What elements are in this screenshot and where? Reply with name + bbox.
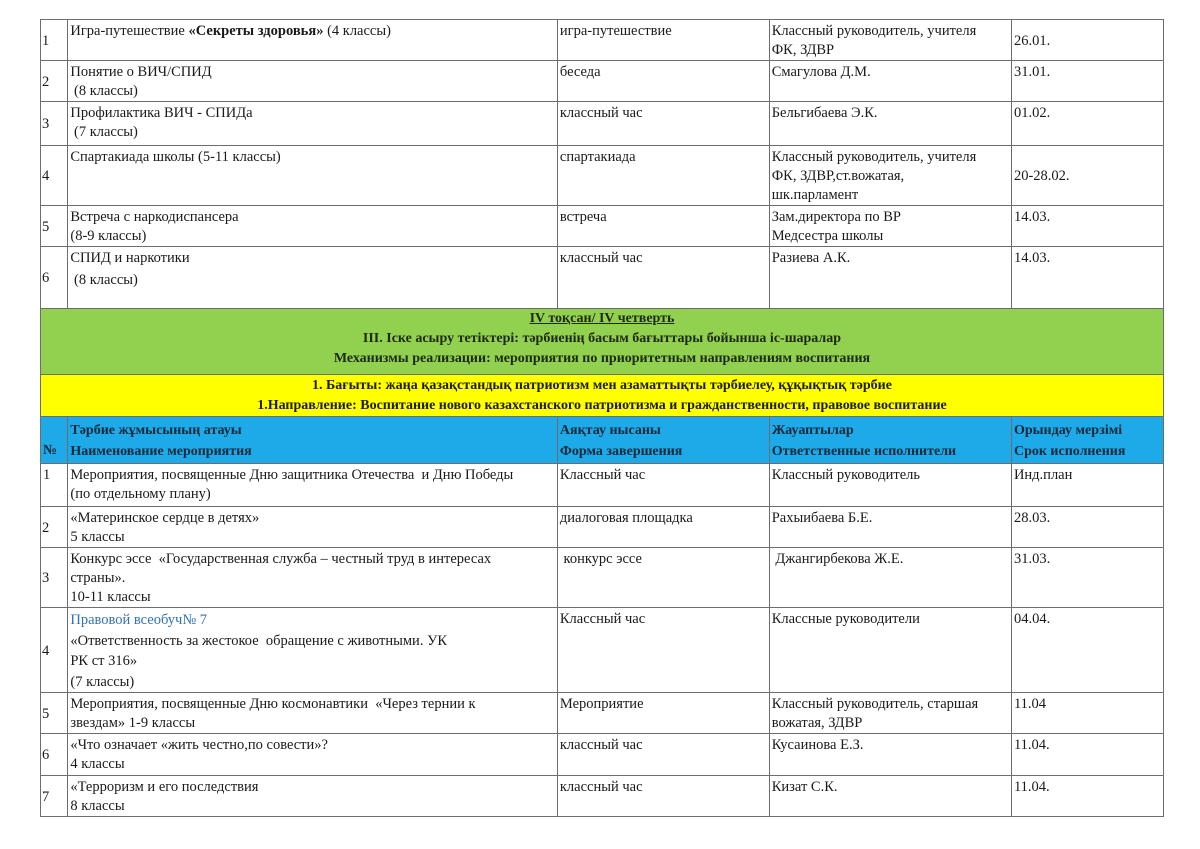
row-number: 6 bbox=[41, 247, 68, 309]
quarter-title: IV тоқсан/ IV четверть bbox=[529, 311, 675, 326]
event-title: Правовой всеобуч№ 7 «Ответственность за жестокое обращение с животными. УК РК ст 316» (7 классы) bbox=[68, 608, 558, 693]
table-row bbox=[41, 206, 1164, 247]
header-form: Аяқтау нысаны Форма завершения bbox=[557, 417, 769, 464]
event-title: Конкурс эссе «Государственная служба – честный труд в интересах страны». 10-11 классы bbox=[68, 548, 558, 608]
legal-education-link[interactable]: Правовой всеобуч№ 7 bbox=[70, 612, 208, 628]
event-title: Мероприятия, посвященные Дню защитника Отечества и Дню Победы (по отдельному плану) bbox=[68, 464, 558, 507]
row-number: 3 bbox=[41, 102, 68, 146]
direction-ru: 1.Направление: Воспитание нового казахстанского патриотизма и гражданственности, правовое воспитание bbox=[257, 398, 947, 413]
responsible: Классный руководитель bbox=[769, 464, 1011, 507]
responsible: Кусаинова Е.З. bbox=[769, 734, 1011, 776]
completion-form: Классный час bbox=[557, 464, 769, 507]
table-row bbox=[41, 464, 1164, 507]
due-date: 20-28.02. bbox=[1011, 146, 1163, 206]
due-date: 14.03. bbox=[1011, 247, 1163, 309]
event-title: «Терроризм и его последствия 8 классы bbox=[68, 776, 558, 817]
due-date: 11.04 bbox=[1011, 693, 1163, 734]
header-date: Орындау мерзімі Срок исполнения bbox=[1011, 417, 1163, 464]
header-title: Тәрбие жұмысының атауы Наименование мероприятия bbox=[68, 417, 558, 464]
row-number: 1 bbox=[41, 464, 68, 507]
event-title: Встреча с наркодиспансера (8-9 классы) bbox=[68, 206, 558, 247]
due-date: 11.04. bbox=[1011, 776, 1163, 817]
due-date: 04.04. bbox=[1011, 608, 1163, 693]
completion-form: игра-путешествие bbox=[557, 20, 769, 61]
mechanism-ru: Механизмы реализации: мероприятия по приоритетным направлениям воспитания bbox=[333, 351, 871, 366]
responsible: Классный руководитель, старшая вожатая, ЗДВР bbox=[769, 693, 1011, 734]
responsible: Кизат С.К. bbox=[769, 776, 1011, 817]
header-number: № bbox=[41, 417, 68, 464]
table-row bbox=[41, 693, 1164, 734]
due-date: 31.01. bbox=[1011, 61, 1163, 102]
table-row bbox=[41, 507, 1164, 548]
direction-kz: 1. Бағыты: жаңа қазақстандық патриотизм мен азаматтықты тәрбиелеу, құқықтық тәрбие bbox=[312, 378, 892, 393]
table-row bbox=[41, 146, 1164, 206]
table-row bbox=[41, 247, 1164, 309]
due-date: Инд.план bbox=[1011, 464, 1163, 507]
row-number: 4 bbox=[41, 608, 68, 693]
table-row bbox=[41, 608, 1164, 693]
row-number: 5 bbox=[41, 693, 68, 734]
table-row bbox=[41, 776, 1164, 817]
row-number: 6 bbox=[41, 734, 68, 776]
due-date: 26.01. bbox=[1011, 20, 1163, 61]
table-row bbox=[41, 734, 1164, 776]
quarter-band-cell bbox=[41, 309, 1164, 375]
quarter-band bbox=[41, 309, 1164, 375]
event-title: «Материнское сердце в детях» 5 классы bbox=[68, 507, 558, 548]
completion-form: классный час bbox=[557, 734, 769, 776]
row-number: 2 bbox=[41, 61, 68, 102]
event-title-bold: «Секреты здоровья» bbox=[188, 23, 324, 39]
direction-band-cell bbox=[41, 375, 1164, 417]
direction-band bbox=[41, 375, 1164, 417]
row-number: 1 bbox=[41, 20, 68, 61]
column-header-row bbox=[41, 417, 1164, 464]
completion-form: конкурс эссе bbox=[557, 548, 769, 608]
responsible: Классный руководитель, учителя ФК, ЗДВР,ст.вожатая, шк.парламент bbox=[769, 146, 1011, 206]
due-date: 14.03. bbox=[1011, 206, 1163, 247]
completion-form: Классный час bbox=[557, 608, 769, 693]
completion-form: классный час bbox=[557, 247, 769, 309]
due-date: 28.03. bbox=[1011, 507, 1163, 548]
header-responsible: Жауаптылар Ответственные исполнители bbox=[769, 417, 1011, 464]
responsible: Смагулова Д.М. bbox=[769, 61, 1011, 102]
completion-form: Мероприятие bbox=[557, 693, 769, 734]
table-row bbox=[41, 548, 1164, 608]
completion-form: встреча bbox=[557, 206, 769, 247]
row-number: 3 bbox=[41, 548, 68, 608]
event-title: Спартакиада школы (5-11 классы) bbox=[68, 146, 558, 206]
event-title: «Что означает «жить честно,по совести»? 4 классы bbox=[68, 734, 558, 776]
table-row bbox=[41, 102, 1164, 146]
table-row bbox=[41, 20, 1164, 61]
due-date: 01.02. bbox=[1011, 102, 1163, 146]
responsible: Классный руководитель, учителя ФК, ЗДВР bbox=[769, 20, 1011, 61]
event-title: Профилактика ВИЧ - СПИДа (7 классы) bbox=[68, 102, 558, 146]
due-date: 31.03. bbox=[1011, 548, 1163, 608]
table-row bbox=[41, 61, 1164, 102]
responsible: Джангирбекова Ж.Е. bbox=[769, 548, 1011, 608]
event-title: СПИД и наркотики (8 классы) bbox=[68, 247, 558, 309]
responsible: Рахыибаева Б.Е. bbox=[769, 507, 1011, 548]
completion-form: классный час bbox=[557, 102, 769, 146]
completion-form: диалоговая площадка bbox=[557, 507, 769, 548]
responsible: Разиева А.К. bbox=[769, 247, 1011, 309]
event-title: Понятие о ВИЧ/СПИД (8 классы) bbox=[68, 61, 558, 102]
row-number: 2 bbox=[41, 507, 68, 548]
responsible: Зам.директора по ВР Медсестра школы bbox=[769, 206, 1011, 247]
mechanism-kz: III. Іске асыру тетіктері: тәрбиенің басым бағыттары бойынша іс-шаралар bbox=[362, 331, 842, 346]
due-date: 11.04. bbox=[1011, 734, 1163, 776]
event-title: Игра-путешествие «Секреты здоровья» (4 классы) bbox=[68, 20, 558, 61]
row-number: 7 bbox=[41, 776, 68, 817]
event-plan-table bbox=[40, 19, 1164, 817]
responsible: Бельгибаева Э.К. bbox=[769, 102, 1011, 146]
responsible: Классные руководители bbox=[769, 608, 1011, 693]
event-title: Мероприятия, посвященные Дню космонавтики «Через тернии к звездам» 1-9 классы bbox=[68, 693, 558, 734]
row-number: 5 bbox=[41, 206, 68, 247]
completion-form: беседа bbox=[557, 61, 769, 102]
completion-form: классный час bbox=[557, 776, 769, 817]
completion-form: спартакиада bbox=[557, 146, 769, 206]
row-number: 4 bbox=[41, 146, 68, 206]
